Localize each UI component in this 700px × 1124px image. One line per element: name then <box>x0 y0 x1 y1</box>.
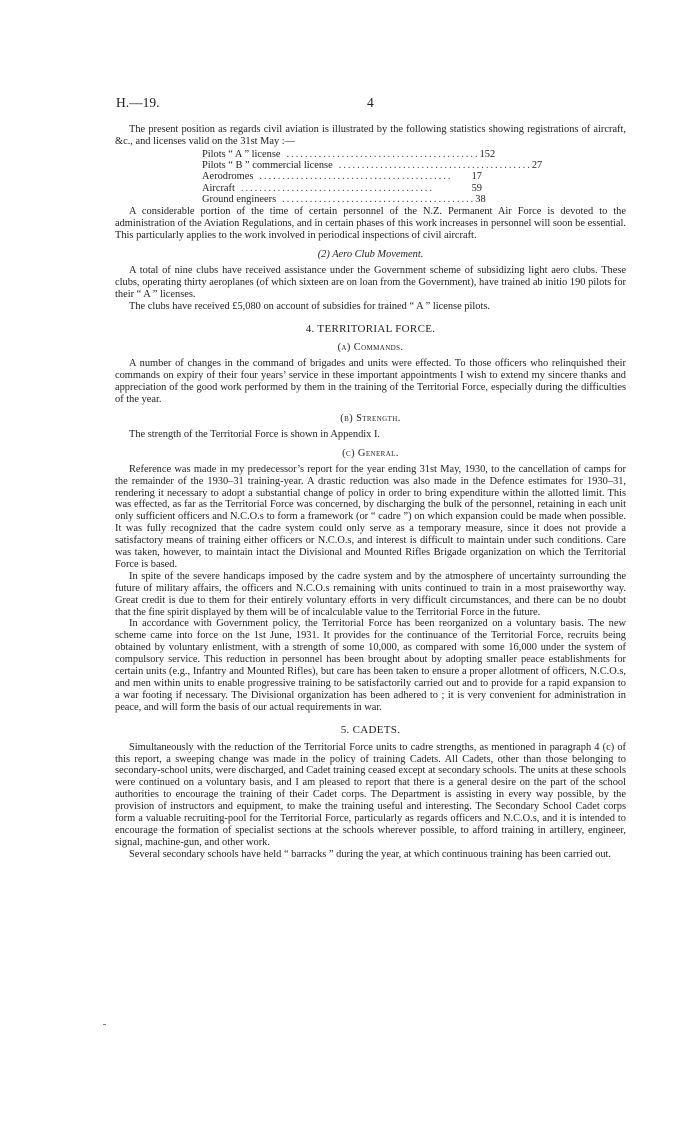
territorial-force-heading: 4. TERRITORIAL FORCE. <box>305 322 436 335</box>
cadets-paragraph-1: Simultaneously with the reduction of the Territorial Force units to cadre strengths, as mentioned in paragraph 4 (c) of this report, a sweeping change was made in the policy of training Cadets. All Cadets, other than those belonging to secondary-school units, were discharged, and Cadet training ceased except at secondary schools. The units at these schools were continued on a voluntary basis, and I am pleased to report that there is a general desire on the part of the school authorities to encourage the training of their Cadet corps. The Department is assisting in every way possible, by the provision of instructors and equipment, to make the training useful and interesting. The Secondary School Cadet corps form a valuable recruiting-pool for the Territorial Force, particularly as regards officers and N.C.O.s, and it is intended to encourage the formation of specialist sections at the schools wherever possible, to afford training in artillery, engineer, signal, machine-gun, and other work. <box>115 741 626 848</box>
leader-dots: .......................................... <box>240 182 434 194</box>
document-body <box>115 124 626 861</box>
page-number: 4 <box>367 95 374 110</box>
commands-paragraph: A number of changes in the command of brigades and units were effected. To those officers who relinquished their commands on expiry of their four years’ service in these important appointments I wish to extend my sincere thanks and appreciation of the good work performed by them in the training of the Territorial Force, especially during the difficulties of the year. <box>115 358 626 406</box>
cadets-paragraph-2: Several secondary schools have held “ barracks ” during the year, at which continuous training has been carried out. <box>129 848 611 860</box>
cadets-heading: 5. CADETS. <box>340 723 401 736</box>
leader-dots: .......................................... <box>259 171 453 183</box>
statistics-label: Pilots “ B ” commercial license <box>202 160 333 172</box>
intro-paragraph: The present position as regards civil aviation is illustrated by the following statistics showing registrations of aircraft, &c., and licenses valid on the 31st May :— <box>115 124 626 147</box>
margin-mark <box>103 1024 106 1025</box>
aero-club-subsidy-paragraph: The clubs have received £5,080 on account of subsidies for trained “ A ” license pilots. <box>129 300 490 312</box>
statistics-row <box>202 148 496 160</box>
personnel-paragraph: A considerable portion of the time of certain personnel of the N.Z. Permanent Air Force is devoted to the administration of the Aviation Regulations, and in certain phases of this work increases in personnel will soon be essential. This particularly applies to the work involved in periodical inspections of civil aircraft. <box>115 206 626 242</box>
leader-dots: .......................................... <box>286 148 480 160</box>
statistics-row <box>202 183 482 194</box>
statistics-row <box>202 194 486 205</box>
statistics-row <box>202 171 482 182</box>
statistics-label: Aerodromes <box>202 171 254 183</box>
aero-club-paragraph: A total of nine clubs have received assistance under the Government scheme of subsidizing light aero clubs. These clubs, operating thirty aeroplanes (of which sixteen are on loan from the Government), have trained ab initio 190 pilots for their “ A ” licenses. <box>115 264 626 300</box>
general-heading: (c) General. <box>342 447 399 459</box>
strength-paragraph: The strength of the Territorial Force is shown in Appendix I. <box>129 428 381 440</box>
statistics-value: 17 <box>471 171 482 183</box>
general-paragraph-2: In spite of the severe handicaps imposed by the cadre system and by the atmosphere of uncertainty surrounding the future of military affairs, the officers and N.C.O.s remaining with units continued to train in a most praiseworthy way. Great credit is due to them for their entirely voluntary efforts in very difficult circumstances, and there can be no doubt that the fine spirit displayed by them will be of incalculable value to the Territorial Force in the future. <box>115 570 626 618</box>
statistics-value: 38 <box>475 194 486 205</box>
general-paragraph-1: Reference was made in my predecessor’s report for the year ending 31st May, 1930, to the cancellation of camps for the remainder of the 1930–31 training-year. A drastic reduction was also made in the Defence estimates for 1930–31, rendering it necessary to adopt a substantial change of policy in order to bring expenditure within the allotted limit. This was effected, as far as the Territorial Force was concerned, by discharging the bulk of the personnel, retaining in each unit only sufficient officers and N.C.O.s to form a framework (or “ cadre ”) on which expansion could be made when possible. It was fully recognized that the cadre system could only serve as a temporary measure, since it does not provide a satisfactory means of training either officers or N.C.O.s, and interest is difficult to maintain under such conditions. Care was taken, however, to maintain intact the Divisional and Mounted Rifles Brigade organization on which the Territorial Force is based. <box>115 463 626 570</box>
statistics-list <box>202 149 626 205</box>
statistics-label: Ground engineers <box>202 194 277 205</box>
statistics-value: 59 <box>471 182 482 194</box>
general-paragraph-3: In accordance with Government policy, the Territorial Force has been reorganized on a voluntary basis. The new scheme came into force on the 1st June, 1931. It provides for the continuance of the Territorial Force, recruits being obtained by voluntary enlistment, with a strength of some 10,000, as compared with some 16,000 under the system of compulsory service. This reduction in personnel has been brought about by adopting smaller peace establishments for certain units (e.g., Infantry and Mounted Rifles), but care has been taken to ensure a proper allotment of officers, N.C.O.s, and men within units to enable progressive training to be satisfactorily carried out and to provide for a rapid expansion to a war footing if necessary. The Divisional organization has been adhered to ; it is very convenient for administration in peace, and will form the basis of our actual requirements in war. <box>115 618 626 713</box>
aero-club-heading: (2) Aero Club Movement. <box>317 249 424 261</box>
statistics-label: Pilots “ A ” license <box>202 148 281 160</box>
statistics-label: Aircraft <box>202 182 235 194</box>
statistics-row <box>202 160 543 172</box>
leader-dots: .......................................... <box>338 160 532 172</box>
strength-heading: (b) Strength. <box>340 412 401 424</box>
commands-heading: (a) Commands. <box>337 342 404 354</box>
statistics-value: 152 <box>479 148 496 160</box>
document-reference: H.—19. <box>116 95 160 110</box>
leader-dots: .......................................... <box>282 194 476 205</box>
statistics-value: 27 <box>531 160 543 172</box>
